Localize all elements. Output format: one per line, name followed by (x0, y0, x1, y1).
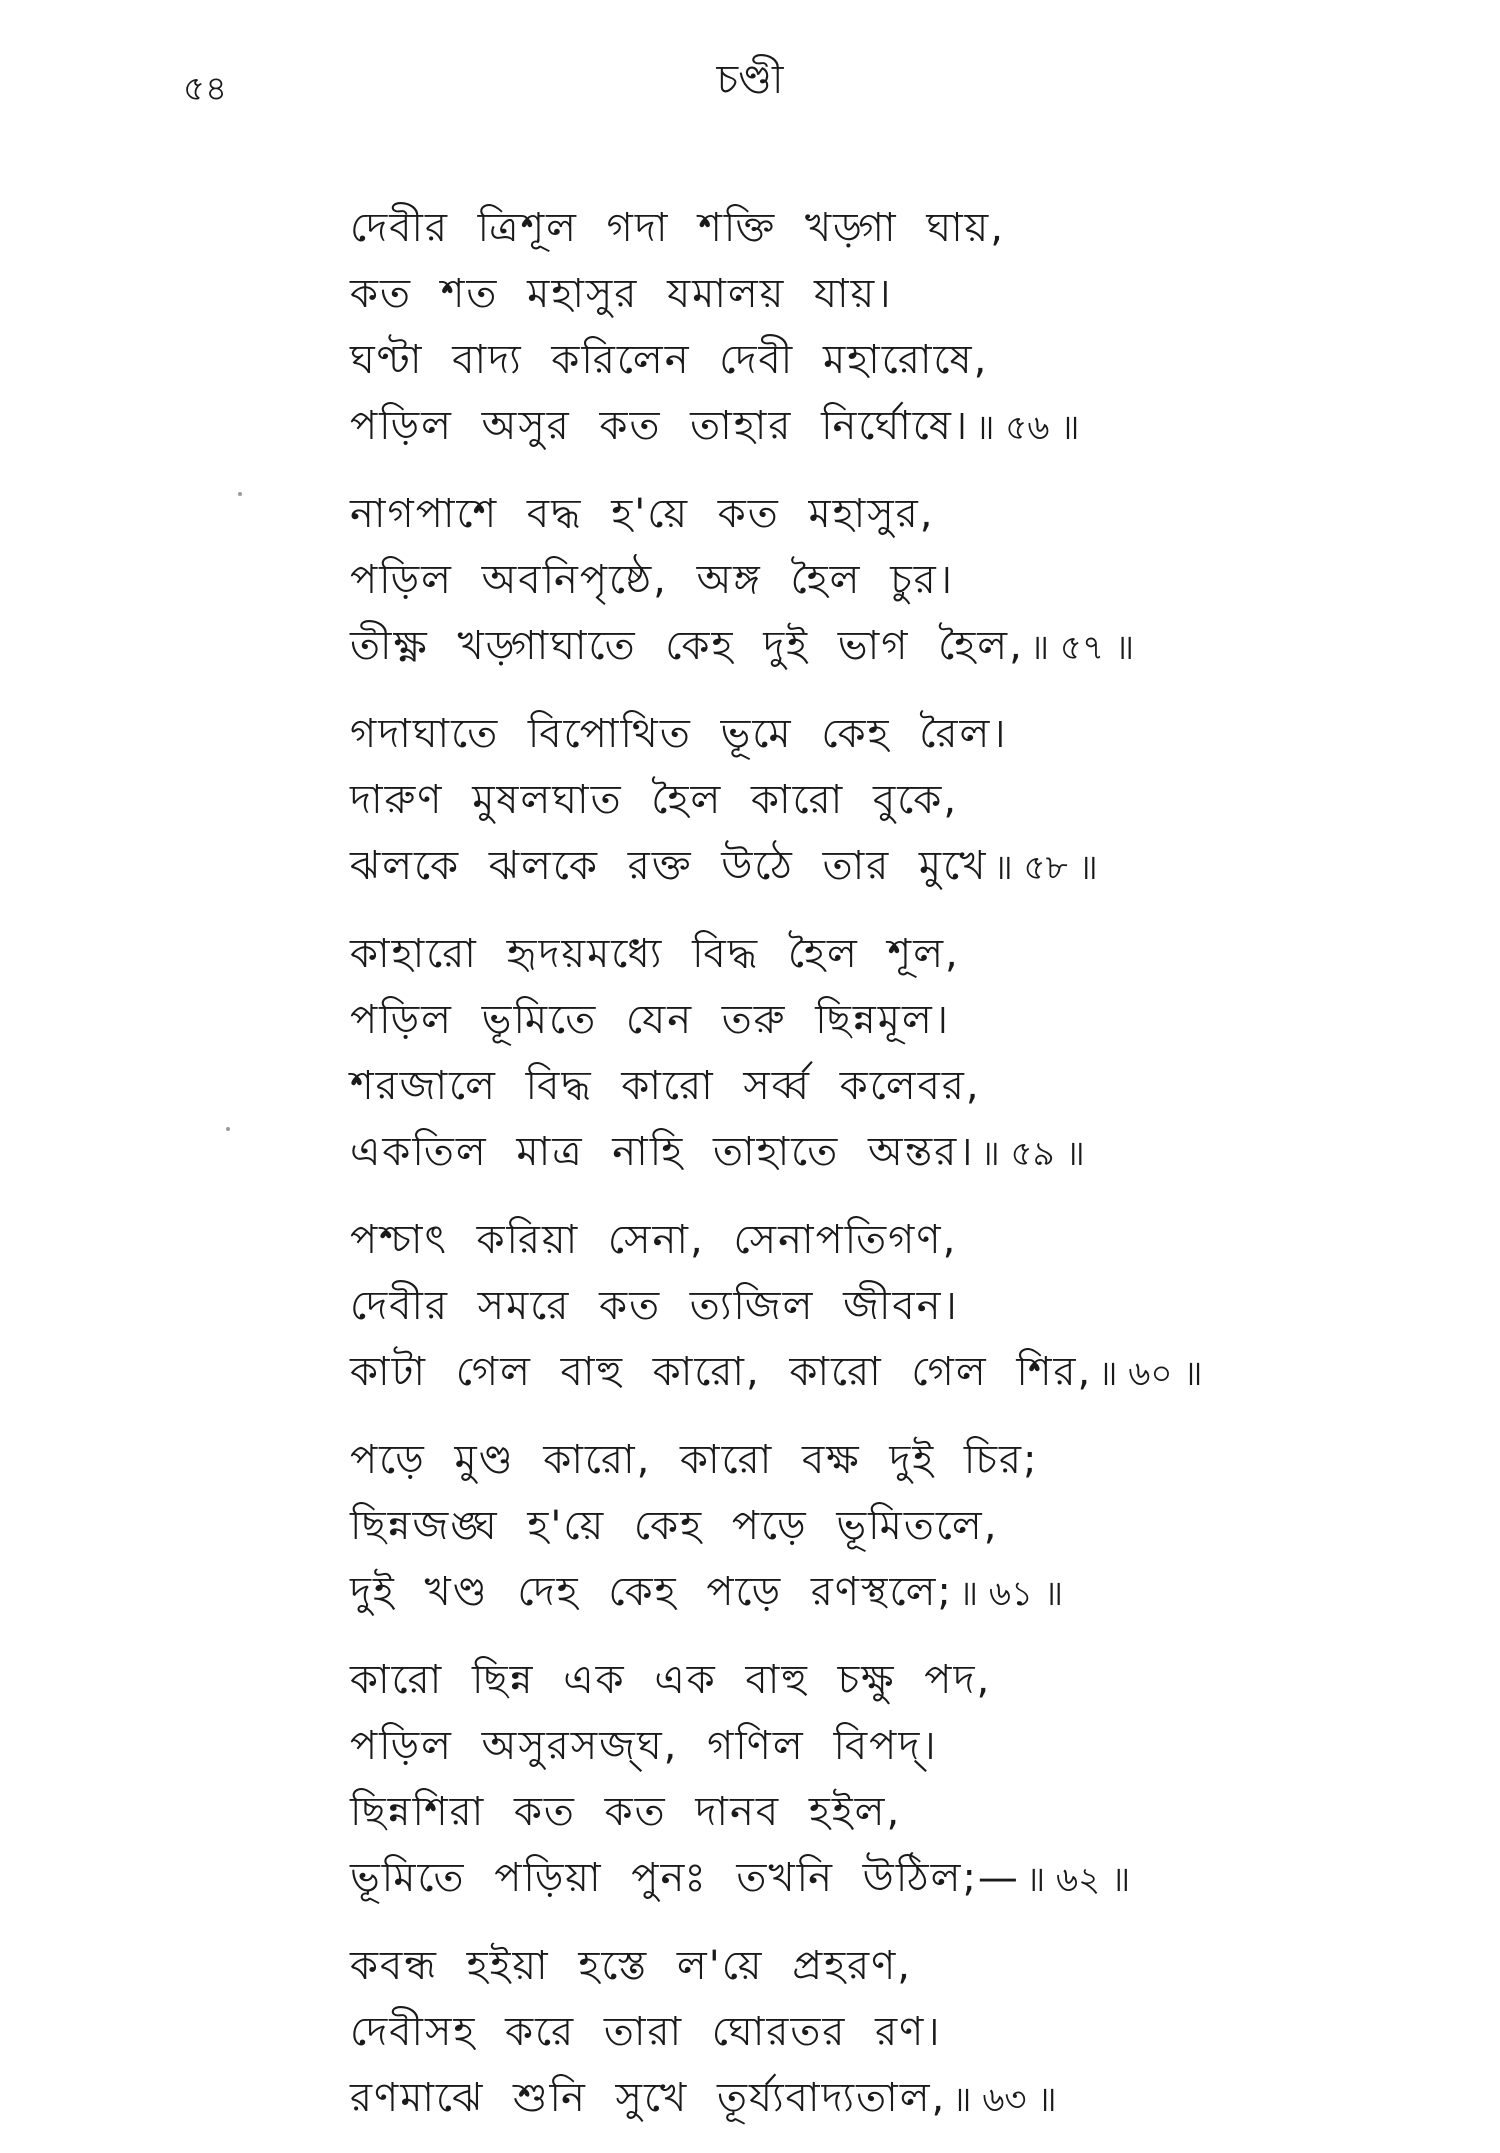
verse-line (350, 481, 1400, 547)
verse-number: ॥ ৬১ ॥ (958, 1574, 1064, 1614)
stanza (350, 195, 1400, 459)
verse-line (350, 767, 1400, 833)
verse-line (350, 1207, 1400, 1273)
verse-line (350, 1493, 1400, 1559)
scan-speck (226, 1127, 230, 1131)
verse-line-text: রণমাঝে শুনি সুখে তূর্য্যবাদ্যতাল, (350, 2075, 947, 2121)
verse-line-text: কাহারো হৃদয়মধ্যে বিদ্ধ হৈল শূল, (350, 931, 960, 977)
verse-line-text: দেবীসহ করে তারা ঘোরতর রণ। (350, 2009, 942, 2055)
stanza (350, 1207, 1400, 1405)
verse-line (350, 195, 1400, 261)
running-title: চণ্ডী (716, 57, 784, 103)
verse-line-text: কত শত মহাসুর যমালয় যায়। (350, 271, 893, 317)
verse-line-text: দুই খণ্ড দেহ কেহ পড়ে রণস্থলে; (350, 1569, 953, 1615)
verse-line-text: ছিন্নশিরা কত কত দানব হইল, (350, 1789, 902, 1835)
verse-line (350, 1999, 1400, 2065)
verse-line (350, 2065, 1400, 2131)
verse-line (350, 1933, 1400, 1999)
verse-number: ॥ ৫৭ ॥ (1029, 628, 1135, 668)
page-number: ৫৪ (183, 69, 228, 109)
verse-line (350, 327, 1400, 393)
verse-line (350, 1713, 1400, 1779)
verse-line-text: কাটা গেল বাহু কারো, কারো গেল শির, (350, 1349, 1093, 1395)
verse-line (350, 921, 1400, 987)
verse-line (350, 1647, 1400, 1713)
verse-line (350, 613, 1400, 679)
stanza (350, 1427, 1400, 1625)
verse-line (350, 1559, 1400, 1625)
verse-line-text: পশ্চাৎ করিয়া সেনা, সেনাপতিগণ, (350, 1217, 958, 1263)
verse-line (350, 1779, 1400, 1845)
verse-line (350, 547, 1400, 613)
verse-line (350, 393, 1400, 459)
verse-line-text: কারো ছিন্ন এক এক বাহু চক্ষু পদ, (350, 1657, 992, 1703)
verse-line-text: পড়িল অবনিপৃষ্ঠে, অঙ্গ হৈল চুর। (350, 557, 955, 603)
verse-line-text: পড়িল ভূমিতে যেন তরু ছিন্নমূল। (350, 997, 951, 1043)
scan-speck (238, 492, 242, 496)
verse-number: ॥ ৬০ ॥ (1098, 1354, 1203, 1394)
verse-line-text: দেবীর ত্রিশূল গদা শক্তি খড়্গা ঘায়, (350, 205, 1005, 251)
verse-line (350, 833, 1400, 899)
verse-line-text: গদাঘাতে বিপোথিত ভূমে কেহ রৈল। (350, 711, 1008, 757)
verse-line (350, 1845, 1400, 1911)
verse-line (350, 1053, 1400, 1119)
verse-number: ॥ ৫৬ ॥ (975, 408, 1080, 448)
verse-line (350, 1427, 1400, 1493)
verse-number: ॥ ৬৩ ॥ (952, 2080, 1057, 2120)
verse-body (350, 195, 1400, 2153)
verse-line-text: শরজালে বিদ্ধ কারো সর্ব্ব কলেবর, (350, 1063, 981, 1109)
verse-number: ॥ ৫৯ ॥ (980, 1134, 1085, 1174)
stanza (350, 1647, 1400, 1911)
verse-line-text: দেবীর সমরে কত ত্যজিল জীবন। (350, 1283, 959, 1329)
verse-line-text: একতিল মাত্র নাহি তাহাতে অন্তর। (350, 1129, 975, 1175)
verse-line-text: ভূমিতে পড়িয়া পুনঃ তখনি উঠিল;— (350, 1855, 1020, 1901)
verse-number: ॥ ৬২ ॥ (1025, 1860, 1131, 1900)
verse-line (350, 987, 1400, 1053)
verse-line (350, 1273, 1400, 1339)
verse-line-text: পড়িল অসুরসজ্ঘ, গণিল বিপদ্। (350, 1723, 938, 1769)
verse-line-text: তীক্ষ্ণ খড়্গাঘাতে কেহ দুই ভাগ হৈল, (350, 623, 1024, 669)
verse-line (350, 701, 1400, 767)
stanza (350, 921, 1400, 1185)
verse-line-text: ছিন্নজঙ্ঘ হ'য়ে কেহ পড়ে ভূমিতলে, (350, 1503, 999, 1549)
stanza (350, 481, 1400, 679)
verse-line-text: নাগপাশে বদ্ধ হ'য়ে কত মহাসুর, (350, 491, 935, 537)
stanza (350, 1933, 1400, 2131)
verse-line-text: দারুণ মুষলঘাত হৈল কারো বুকে, (350, 777, 959, 823)
verse-line-text: পড়ে মুণ্ড কারো, কারো বক্ষ দুই চির; (350, 1437, 1039, 1483)
verse-line-text: ঘণ্টা বাদ্য করিলেন দেবী মহারোষে, (350, 337, 989, 383)
stanza (350, 701, 1400, 899)
verse-number: ॥ ৫৮ ॥ (993, 848, 1098, 888)
verse-line-text: কবন্ধ হইয়া হস্তে ল'য়ে প্রহরণ, (350, 1943, 912, 1989)
verse-line (350, 261, 1400, 327)
verse-line (350, 1119, 1400, 1185)
verse-line (350, 1339, 1400, 1405)
verse-line-text: ঝলকে ঝলকে রক্ত উঠে তার মুখে (350, 843, 988, 889)
verse-line-text: পড়িল অসুর কত তাহার নির্ঘোষে। (350, 403, 970, 449)
